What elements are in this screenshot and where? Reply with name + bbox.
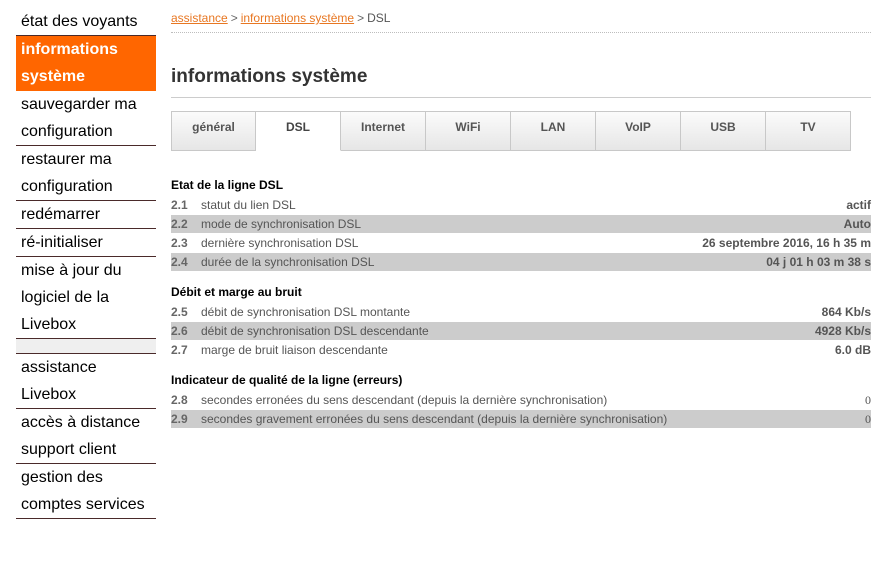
row-number: 2.2	[171, 217, 188, 231]
sidebar-nav	[16, 8, 156, 519]
info-row	[171, 215, 871, 233]
sidebar-item-redemarrer[interactable]: redémarrer	[16, 201, 156, 229]
row-value: 6.0 dB	[834, 343, 871, 357]
tab-lan[interactable]: LAN	[511, 111, 596, 151]
tab-usb[interactable]: USB	[681, 111, 766, 151]
row-value: 4928 Kb/s	[814, 324, 871, 338]
tab-dsl[interactable]: DSL	[256, 111, 341, 151]
row-value: Auto	[843, 217, 871, 231]
row-number: 2.6	[171, 324, 188, 338]
row-label: secondes gravement erronées du sens descendant (depuis la dernière synchronisation)	[201, 412, 668, 426]
tab-voip[interactable]: VoIP	[596, 111, 681, 151]
sidebar-item-acces-distance-support[interactable]: accès à distance support client	[16, 409, 156, 464]
row-label: mode de synchronisation DSL	[201, 217, 362, 231]
breadcrumb-link-assistance[interactable]: assistance	[171, 11, 228, 25]
sidebar-item-mise-a-jour-logiciel[interactable]: mise à jour du logiciel de la Livebox	[16, 257, 156, 339]
sidebar-item-re-initialiser[interactable]: ré-initialiser	[16, 229, 156, 257]
sidebar-item-assistance-livebox[interactable]: assistance Livebox	[16, 354, 156, 409]
section-title-etat-ligne: Etat de la ligne DSL	[171, 178, 284, 192]
tab-tv[interactable]: TV	[766, 111, 851, 151]
info-row	[171, 341, 871, 359]
sidebar-item-sauvegarder-configuration[interactable]: sauvegarder ma configuration	[16, 91, 156, 146]
info-row	[171, 303, 871, 321]
breadcrumb	[171, 11, 871, 33]
row-number: 2.9	[171, 412, 188, 426]
row-value: 0	[865, 412, 871, 426]
row-number: 2.8	[171, 393, 188, 407]
breadcrumb-separator: >	[357, 11, 365, 25]
sidebar-item-gestion-comptes-services[interactable]: gestion des comptes services	[16, 464, 156, 519]
row-number: 2.1	[171, 198, 188, 212]
row-label: secondes erronées du sens descendant (depuis la dernière synchronisation)	[201, 393, 608, 407]
section-title-indicateur-qualite: Indicateur de qualité de la ligne (erreurs)	[171, 373, 403, 387]
info-row	[171, 322, 871, 340]
breadcrumb-current: DSL	[367, 11, 391, 25]
row-label: marge de bruit liaison descendante	[201, 343, 388, 357]
row-number: 2.3	[171, 236, 188, 250]
info-row	[171, 391, 871, 409]
row-value: 864 Kb/s	[821, 305, 871, 319]
row-value: 04 j 01 h 03 m 38 s	[766, 255, 871, 269]
sidebar-item-restaurer-configuration[interactable]: restaurer ma configuration	[16, 146, 156, 201]
row-number: 2.4	[171, 255, 188, 269]
sidebar-divider	[16, 339, 156, 354]
row-label: débit de synchronisation DSL descendante	[201, 324, 429, 338]
info-row	[171, 196, 871, 214]
info-row	[171, 253, 871, 271]
tab-general[interactable]: général	[171, 111, 256, 151]
tab-bar	[171, 111, 851, 151]
row-value: 26 septembre 2016, 16 h 35 m	[702, 236, 871, 250]
tab-wifi[interactable]: WiFi	[426, 111, 511, 151]
row-value: actif	[846, 198, 871, 212]
row-number: 2.7	[171, 343, 188, 357]
row-label: dernière synchronisation DSL	[201, 236, 359, 250]
info-row	[171, 410, 871, 428]
info-row	[171, 234, 871, 252]
row-label: débit de synchronisation DSL montante	[201, 305, 411, 319]
row-number: 2.5	[171, 305, 188, 319]
row-label: durée de la synchronisation DSL	[201, 255, 375, 269]
page-title: informations système	[171, 66, 871, 98]
tab-internet[interactable]: Internet	[341, 111, 426, 151]
breadcrumb-separator: >	[230, 11, 238, 25]
row-value: 0	[865, 393, 871, 407]
breadcrumb-link-informations-systeme[interactable]: informations système	[240, 11, 355, 25]
row-label: statut du lien DSL	[201, 198, 296, 212]
sidebar-item-etat-des-voyants[interactable]: état des voyants	[16, 8, 156, 36]
section-title-debit-marge: Débit et marge au bruit	[171, 285, 302, 299]
sidebar-item-informations-systeme[interactable]: informations système	[16, 36, 156, 91]
